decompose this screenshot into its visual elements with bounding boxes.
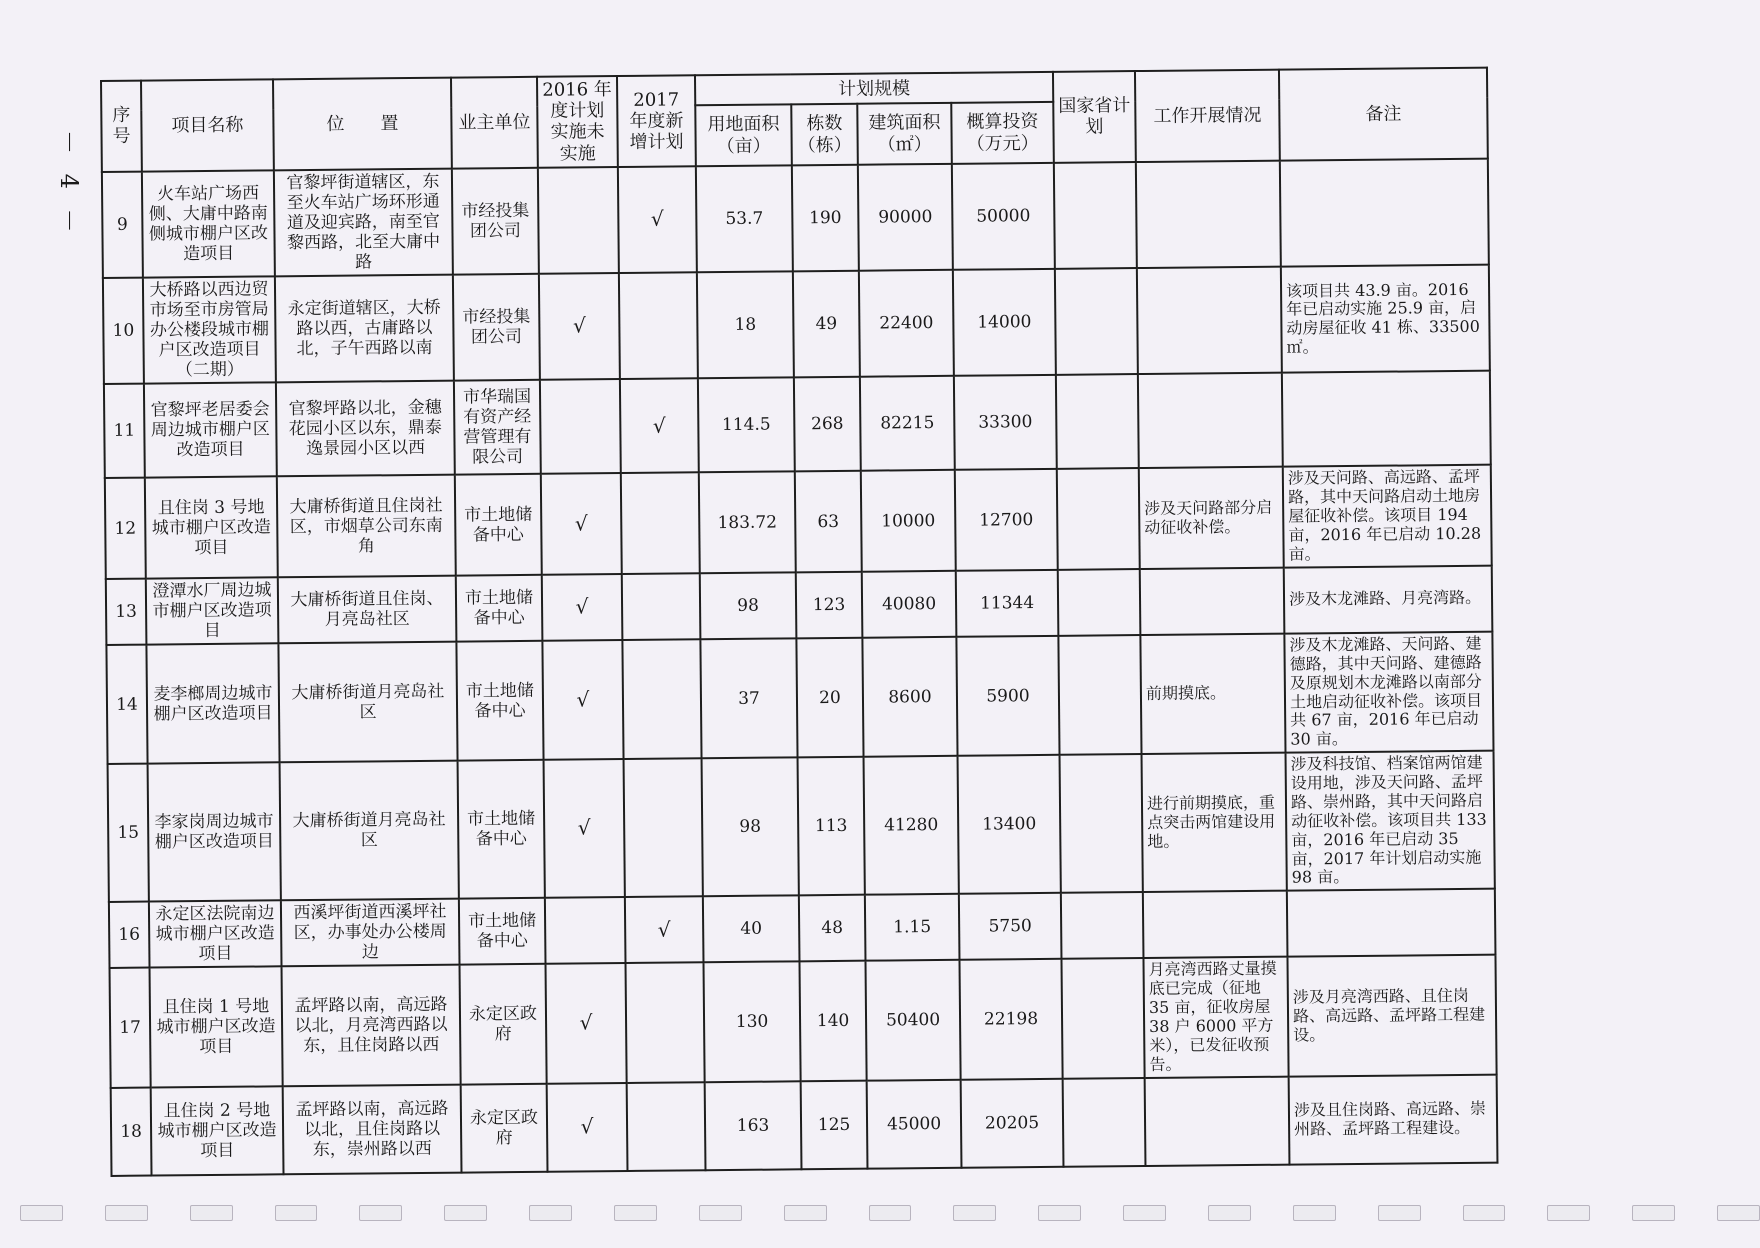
row-land: 183.72 — [699, 472, 796, 573]
row-name: 且住岗 1 号地城市棚户区改造项目 — [150, 967, 283, 1088]
row-location: 官黎坪街道辖区，东至火车站广场环形通道及迎宾路，南至官黎西路，北至大庸中路 — [274, 169, 453, 277]
row-land: 98 — [700, 572, 797, 639]
binding-hole — [614, 1205, 657, 1221]
row-plan-2016 — [538, 167, 619, 274]
row-investment: 12700 — [955, 469, 1058, 570]
row-plan-2017 — [619, 272, 698, 379]
binding-hole — [1378, 1205, 1421, 1221]
binding-hole — [1463, 1205, 1506, 1221]
row-plan-2017 — [622, 639, 701, 759]
row-progress — [1137, 267, 1282, 375]
row-buildings: 20 — [796, 638, 863, 758]
row-area: 90000 — [858, 164, 953, 271]
row-land: 18 — [697, 272, 794, 379]
row-investment: 14000 — [953, 269, 1056, 376]
row-remarks: 该项目共 43.9 亩。2016 年已启动实施 25.9 亩，启动房屋征收 41 栋、33500㎡。 — [1281, 265, 1490, 373]
header-remarks: 备注 — [1279, 68, 1488, 161]
row-plan-2016: √ — [542, 640, 623, 760]
binding-hole — [1293, 1205, 1336, 1221]
row-owner: 市经投集团公司 — [452, 168, 539, 275]
binding-hole — [784, 1205, 827, 1221]
row-plan-2016: √ — [541, 473, 622, 574]
row-plan-2017: √ — [625, 897, 704, 964]
row-seq: 9 — [102, 172, 143, 279]
row-location: 大庸桥街道且住岗社区，市烟草公司东南角 — [277, 475, 456, 577]
binding-hole — [20, 1205, 63, 1221]
binding-hole — [359, 1205, 402, 1221]
header-buildings: 栋数（栋） — [791, 104, 858, 165]
row-investment: 33300 — [954, 375, 1057, 470]
row-land: 53.7 — [696, 165, 793, 272]
binding-hole — [190, 1205, 233, 1221]
table-row — [102, 159, 1489, 279]
table-row — [103, 265, 1490, 385]
binding-hole — [699, 1205, 742, 1221]
row-plan-2016: √ — [544, 759, 625, 898]
row-seq: 13 — [106, 578, 147, 645]
row-seq: 17 — [110, 968, 151, 1088]
header-progress: 工作开展情况 — [1135, 70, 1280, 162]
row-national — [1057, 468, 1140, 569]
table-row — [106, 632, 1493, 765]
row-investment: 13400 — [958, 755, 1061, 894]
row-progress — [1145, 1076, 1290, 1165]
binding-hole — [953, 1205, 996, 1221]
row-seq: 15 — [108, 764, 149, 903]
binding-hole — [1038, 1205, 1081, 1221]
row-area: 45000 — [867, 1079, 962, 1168]
binding-holes — [20, 1205, 1760, 1225]
row-plan-2016: √ — [546, 963, 627, 1083]
row-name: 火车站广场西侧、大庸中路南侧城市棚户区改造项目 — [142, 170, 275, 277]
row-remarks: 涉及科技馆、档案馆两馆建设用地，涉及天问路、孟坪路、崇州路，其中天问路启动征收补偿。该项目共 133 亩，2016 年已启动 35 亩，2017 年计划启动实施 98 亩。 — [1286, 751, 1495, 891]
row-remarks: 涉及月亮湾西路、且住岗路、高远路、孟坪路工程建设。 — [1287, 955, 1496, 1076]
row-remarks — [1280, 159, 1489, 267]
row-buildings: 49 — [793, 271, 860, 378]
row-name: 李家岗周边城市棚户区改造项目 — [148, 762, 281, 901]
row-owner: 市土地储备中心 — [455, 474, 542, 575]
row-national — [1061, 892, 1144, 959]
row-land: 114.5 — [698, 378, 795, 473]
row-investment: 50000 — [952, 163, 1055, 270]
row-seq: 14 — [106, 645, 147, 765]
row-plan-2016: √ — [539, 273, 620, 380]
header-owner: 业主单位 — [451, 77, 538, 169]
header-name: 项目名称 — [141, 79, 274, 171]
row-remarks: 涉及天问路、高远路、孟坪路，其中天问路启动土地房屋征收补偿。该项目 194 亩，2016 年已启动 10.28 亩。 — [1283, 465, 1492, 567]
header-seq: 序号 — [101, 81, 142, 172]
row-progress — [1136, 161, 1281, 269]
row-location: 永定街道辖区，大桥路以西，古庸路以北，子午西路以南 — [275, 275, 454, 383]
row-progress — [1138, 373, 1283, 468]
project-table-sheet — [100, 67, 1498, 1177]
header-floor-area: 建筑面积（㎡） — [857, 103, 952, 165]
row-remarks — [1282, 371, 1491, 467]
row-location: 孟坪路以南，高远路以北，月亮湾西路以东，且住岗路以西 — [282, 965, 461, 1086]
row-owner: 市土地储备中心 — [458, 760, 545, 899]
row-buildings: 140 — [799, 961, 866, 1081]
row-owner: 永定区政府 — [460, 964, 547, 1084]
row-owner: 市土地储备中心 — [459, 898, 546, 965]
row-area: 82215 — [860, 376, 955, 471]
row-area: 40080 — [862, 571, 957, 638]
row-land: 37 — [700, 638, 797, 758]
binding-hole — [529, 1205, 572, 1221]
row-plan-2016 — [540, 379, 621, 474]
row-seq: 12 — [105, 478, 146, 579]
binding-hole — [275, 1205, 318, 1221]
row-land: 130 — [704, 962, 801, 1082]
row-investment: 5750 — [959, 893, 1062, 960]
row-owner: 市土地储备中心 — [456, 641, 543, 761]
row-national — [1060, 754, 1143, 893]
header-plan-2016: 2016 年度计划实施未实施 — [537, 76, 618, 168]
header-location: 位 置 — [273, 78, 452, 171]
row-area: 10000 — [861, 470, 956, 571]
row-national — [1063, 1078, 1146, 1167]
row-area: 1.15 — [865, 894, 960, 961]
row-name: 且住岗 3 号地城市棚户区改造项目 — [145, 477, 278, 579]
row-name: 麦李榔周边城市棚户区改造项目 — [146, 643, 279, 764]
row-progress: 月亮湾西路丈量摸底已完成（征地 35 亩，征收房屋 38 户 6000 平方米），已发征收预告。 — [1143, 957, 1288, 1078]
row-area: 22400 — [859, 270, 954, 377]
table-row — [105, 465, 1492, 579]
header-investment: 概算投资（万元） — [951, 102, 1054, 164]
row-name: 澄潭水厂周边城市棚户区改造项目 — [146, 577, 279, 644]
table-row — [110, 955, 1497, 1088]
row-seq: 16 — [109, 902, 150, 969]
row-owner: 永定区政府 — [461, 1083, 548, 1172]
project-table — [100, 67, 1498, 1177]
row-buildings: 125 — [801, 1080, 868, 1169]
row-buildings: 48 — [799, 895, 866, 962]
row-location: 大庸桥街道月亮岛社区 — [280, 761, 459, 901]
page-number: － 4 － — [55, 130, 83, 239]
row-location: 西溪坪街道西溪坪社区，办事处办公楼周边 — [281, 899, 460, 967]
row-investment: 22198 — [959, 959, 1062, 1079]
row-remarks: 涉及木龙滩路、月亮湾路。 — [1284, 565, 1493, 633]
row-plan-2017: √ — [620, 379, 699, 474]
row-name: 大桥路以西边贸市场至市房管局办公楼段城市棚户区改造项目（二期） — [143, 277, 276, 384]
row-remarks: 涉及木龙滩路、天问路、建德路，其中天问路、建德路及原规划木龙滩路以南部分土地启动征收补偿。该项目共 67 亩，2016 年已启动 30 亩。 — [1284, 632, 1493, 753]
binding-hole — [1547, 1205, 1590, 1221]
row-investment: 20205 — [961, 1078, 1064, 1167]
row-investment: 5900 — [956, 636, 1059, 756]
row-owner: 市华瑞国有资产经营管理有限公司 — [454, 380, 541, 475]
row-national — [1061, 958, 1144, 1078]
header-scale: 计划规模 — [695, 72, 1053, 106]
binding-hole — [1123, 1205, 1166, 1221]
row-area: 50400 — [865, 960, 960, 1080]
row-buildings: 63 — [795, 471, 862, 572]
row-area: 41280 — [864, 756, 959, 895]
table-row — [111, 1074, 1498, 1175]
binding-hole — [1208, 1205, 1251, 1221]
row-national — [1058, 635, 1141, 755]
row-progress: 涉及天问路部分启动征收补偿。 — [1139, 467, 1284, 569]
header-national: 国家省计划 — [1053, 71, 1136, 163]
header-land: 用地面积（亩） — [695, 105, 792, 167]
row-name: 官黎坪老居委会周边城市棚户区改造项目 — [144, 383, 277, 478]
row-name: 永定区法院南边城市棚户区改造项目 — [149, 901, 282, 968]
row-plan-2017 — [624, 758, 703, 897]
row-owner: 市土地储备中心 — [456, 575, 543, 642]
row-remarks — [1287, 889, 1496, 957]
row-progress — [1143, 891, 1288, 959]
row-land: 40 — [703, 896, 800, 963]
row-location: 大庸桥街道且住岗、月亮岛社区 — [278, 575, 457, 643]
row-plan-2017 — [621, 473, 700, 574]
row-plan-2017: √ — [618, 166, 697, 273]
row-owner: 市经投集团公司 — [453, 274, 540, 381]
binding-hole — [1717, 1205, 1760, 1221]
row-national — [1055, 268, 1138, 375]
row-national — [1054, 162, 1137, 269]
row-plan-2016: √ — [542, 574, 623, 641]
table-row — [104, 371, 1491, 478]
binding-hole — [105, 1205, 148, 1221]
row-seq: 18 — [111, 1087, 152, 1175]
row-location: 孟坪路以南，高远路以北，且住岗路以东，崇州路以西 — [283, 1084, 462, 1174]
row-national — [1056, 374, 1139, 469]
binding-hole — [1632, 1205, 1675, 1221]
row-land: 98 — [702, 758, 799, 897]
row-land: 163 — [705, 1081, 802, 1170]
row-progress: 进行前期摸底，重点突击两馆建设用地。 — [1142, 753, 1287, 893]
row-remarks: 涉及且住岗路、高远路、崇州路、孟坪路工程建设。 — [1289, 1074, 1498, 1164]
row-location: 官黎坪路以北，金穗花园小区以东，鼎泰逸景园小区以西 — [276, 381, 455, 477]
row-seq: 11 — [104, 384, 145, 478]
row-progress: 前期摸底。 — [1140, 634, 1285, 755]
row-progress — [1140, 567, 1285, 635]
row-area: 8600 — [862, 637, 957, 757]
row-plan-2016: √ — [547, 1083, 628, 1172]
row-buildings: 268 — [794, 377, 861, 472]
table-row — [108, 751, 1495, 902]
row-national — [1058, 569, 1141, 636]
binding-hole — [444, 1205, 487, 1221]
row-buildings: 190 — [792, 165, 859, 272]
row-plan-2017 — [622, 573, 701, 640]
row-plan-2017 — [626, 963, 705, 1083]
row-plan-2017 — [627, 1082, 706, 1171]
row-buildings: 113 — [798, 757, 865, 896]
row-location: 大庸桥街道月亮岛社区 — [278, 642, 457, 763]
row-investment: 11344 — [956, 570, 1059, 637]
row-seq: 10 — [103, 278, 144, 385]
binding-hole — [869, 1205, 912, 1221]
row-buildings: 123 — [796, 571, 863, 638]
row-name: 且住岗 2 号地城市棚户区改造项目 — [151, 1086, 284, 1175]
header-plan-2017: 2017 年度新增计划 — [617, 75, 696, 167]
row-plan-2016 — [545, 897, 626, 964]
